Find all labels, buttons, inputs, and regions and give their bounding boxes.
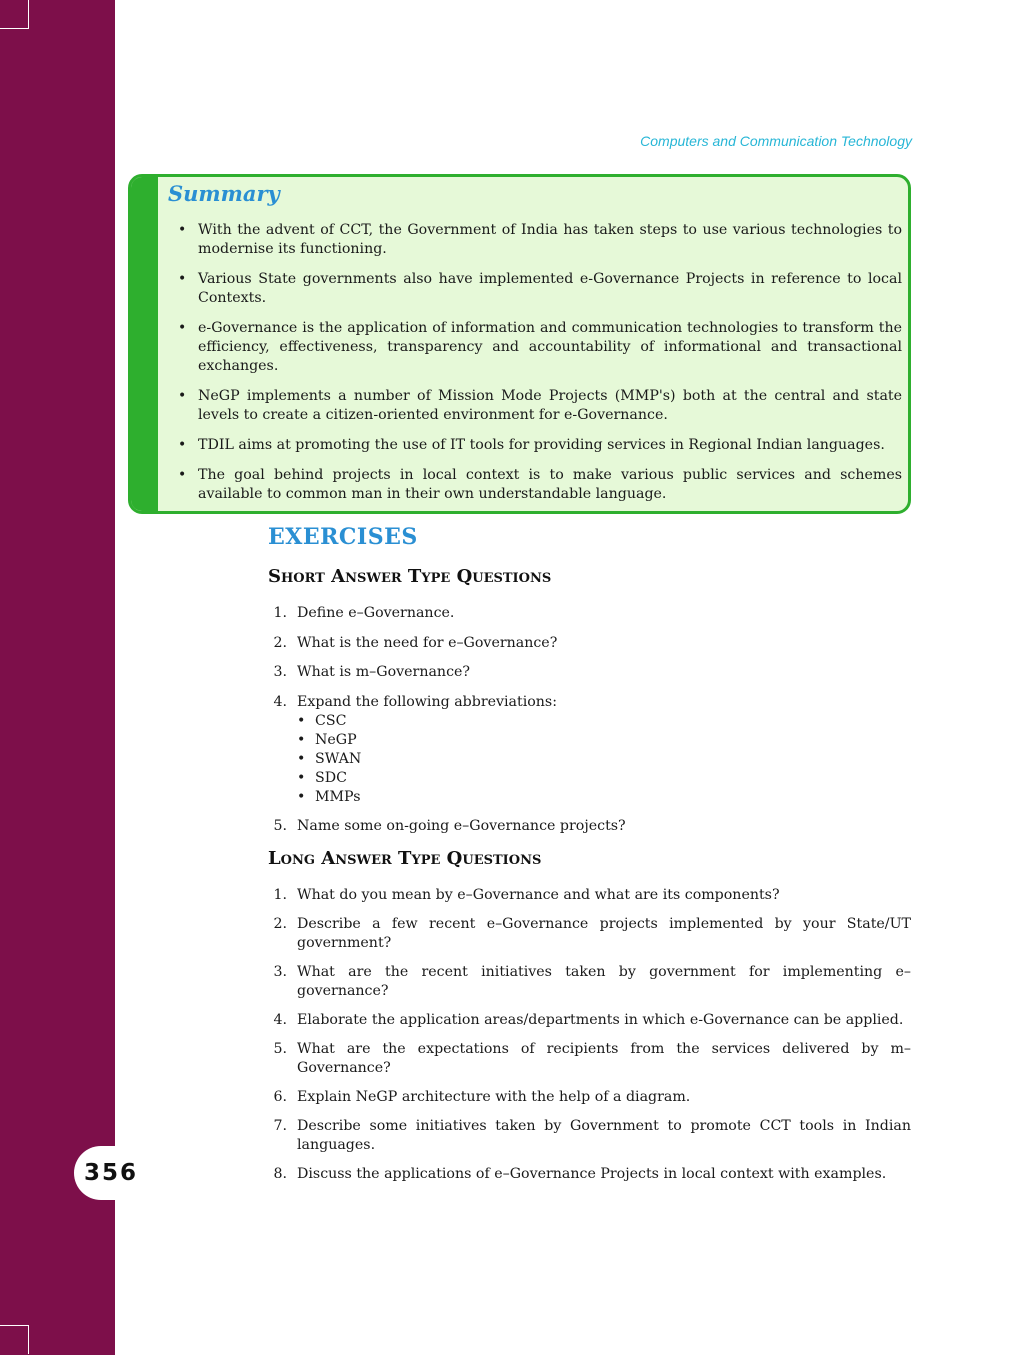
question-item bbox=[268, 1011, 911, 1030]
bullet-icon: • bbox=[297, 712, 306, 729]
summary-point-text: NeGP implements a number of Mission Mode Projects (MMP's) both at the central and state levels to create a citizen-oriented environment for e-Governance. bbox=[198, 388, 902, 423]
question-text: Name some on-going e–Governance projects? bbox=[297, 818, 626, 834]
question-text: Discuss the applications of e–Governance Projects in local context with examples. bbox=[297, 1166, 887, 1182]
question-text: What are the expectations of recipients from the services delivered by m–Governance? bbox=[297, 1041, 911, 1076]
summary-point-text: The goal behind projects in local context is to make various public services and schemes available to common man in their own understandable language. bbox=[198, 467, 902, 502]
question-item bbox=[268, 817, 911, 836]
question-item bbox=[268, 915, 911, 953]
summary-point-text: Various State governments also have implemented e-Governance Projects in reference to local Contexts. bbox=[198, 271, 902, 306]
abbreviation-text: SDC bbox=[315, 769, 347, 786]
abbreviation-item bbox=[297, 750, 911, 769]
question-item bbox=[268, 1117, 911, 1155]
question-number: 8. bbox=[273, 1166, 287, 1182]
question-number: 1. bbox=[273, 887, 287, 903]
abbreviation-item bbox=[297, 769, 911, 788]
bullet-icon: • bbox=[178, 222, 187, 238]
summary-point-text: With the advent of CCT, the Government of India has taken steps to use various technologies to modernise its functioning. bbox=[198, 222, 902, 257]
short-answer-heading: Short Answer Type Questions bbox=[268, 566, 552, 587]
summary-point bbox=[176, 319, 902, 376]
question-text: Elaborate the application areas/departments in which e-Governance can be applied. bbox=[297, 1012, 904, 1028]
question-text: Explain NeGP architecture with the help of a diagram. bbox=[297, 1089, 691, 1105]
question-number: 2. bbox=[273, 634, 287, 651]
bullet-icon: • bbox=[178, 388, 187, 404]
question-item bbox=[268, 663, 911, 682]
abbreviation-text: MMPs bbox=[315, 788, 361, 805]
bullet-icon: • bbox=[297, 788, 306, 805]
summary-title: Summary bbox=[168, 181, 280, 206]
question-item bbox=[268, 1040, 911, 1078]
question-text: What is m–Governance? bbox=[297, 664, 471, 680]
question-number: 4. bbox=[273, 693, 287, 710]
question-text: Describe a few recent e–Governance projects implemented by your State/UT government? bbox=[297, 916, 911, 951]
bullet-icon: • bbox=[178, 437, 187, 453]
long-answer-list bbox=[268, 886, 911, 1194]
question-number: 4. bbox=[273, 1012, 287, 1028]
question-number: 5. bbox=[273, 818, 287, 834]
crop-mark-top bbox=[0, 0, 29, 29]
bullet-icon: • bbox=[178, 271, 187, 287]
question-item bbox=[268, 963, 911, 1001]
question-number: 3. bbox=[273, 664, 287, 680]
question-number: 7. bbox=[273, 1118, 287, 1134]
question-text: Define e–Governance. bbox=[297, 605, 455, 621]
exercises-title: EXERCISES bbox=[268, 524, 418, 550]
summary-accent-strip bbox=[131, 177, 158, 511]
short-answer-list bbox=[268, 604, 911, 847]
abbreviation-list bbox=[297, 712, 911, 807]
abbreviation-item bbox=[297, 731, 911, 750]
abbreviation-item bbox=[297, 788, 911, 807]
running-header: Computers and Communication Technology bbox=[640, 133, 912, 149]
question-number: 1. bbox=[273, 605, 287, 621]
question-number: 2. bbox=[273, 916, 287, 932]
summary-point bbox=[176, 387, 902, 425]
question-number: 5. bbox=[273, 1041, 287, 1057]
abbreviation-text: NeGP bbox=[315, 731, 357, 748]
question-item bbox=[268, 1165, 911, 1184]
summary-point bbox=[176, 466, 902, 504]
long-answer-heading: Long Answer Type Questions bbox=[268, 848, 542, 869]
bullet-icon: • bbox=[178, 320, 187, 336]
abbreviation-text: CSC bbox=[315, 712, 347, 729]
summary-box bbox=[128, 174, 911, 514]
question-item bbox=[268, 693, 911, 807]
bullet-icon: • bbox=[297, 750, 306, 767]
summary-point bbox=[176, 221, 902, 259]
question-number: 3. bbox=[273, 964, 287, 980]
summary-point-text: e-Governance is the application of information and communication technologies to transform the efficiency, effectiveness, transparency and accountability of informational and transactional exchanges. bbox=[198, 320, 902, 374]
question-item bbox=[268, 604, 911, 623]
crop-mark-bottom bbox=[0, 1325, 29, 1354]
bullet-icon: • bbox=[297, 769, 306, 786]
page-number: 356 bbox=[74, 1146, 156, 1200]
question-text: Expand the following abbreviations: bbox=[297, 693, 557, 710]
abbreviation-text: SWAN bbox=[315, 750, 362, 767]
summary-point-text: TDIL aims at promoting the use of IT tools for providing services in Regional Indian languages. bbox=[198, 437, 885, 453]
summary-point bbox=[176, 436, 902, 455]
question-text: What is the need for e–Governance? bbox=[297, 634, 558, 651]
abbreviation-item bbox=[297, 712, 911, 731]
question-number: 6. bbox=[273, 1089, 287, 1105]
summary-point bbox=[176, 270, 902, 308]
question-text: What are the recent initiatives taken by government for implementing e–governance? bbox=[297, 964, 911, 999]
summary-list bbox=[176, 221, 902, 514]
question-item bbox=[268, 886, 911, 905]
question-text: Describe some initiatives taken by Government to promote CCT tools in Indian languages. bbox=[297, 1118, 911, 1153]
question-item bbox=[268, 1088, 911, 1107]
bullet-icon: • bbox=[297, 731, 306, 748]
question-text: What do you mean by e–Governance and what are its components? bbox=[297, 887, 780, 903]
question-item bbox=[268, 634, 911, 653]
bullet-icon: • bbox=[178, 467, 187, 483]
